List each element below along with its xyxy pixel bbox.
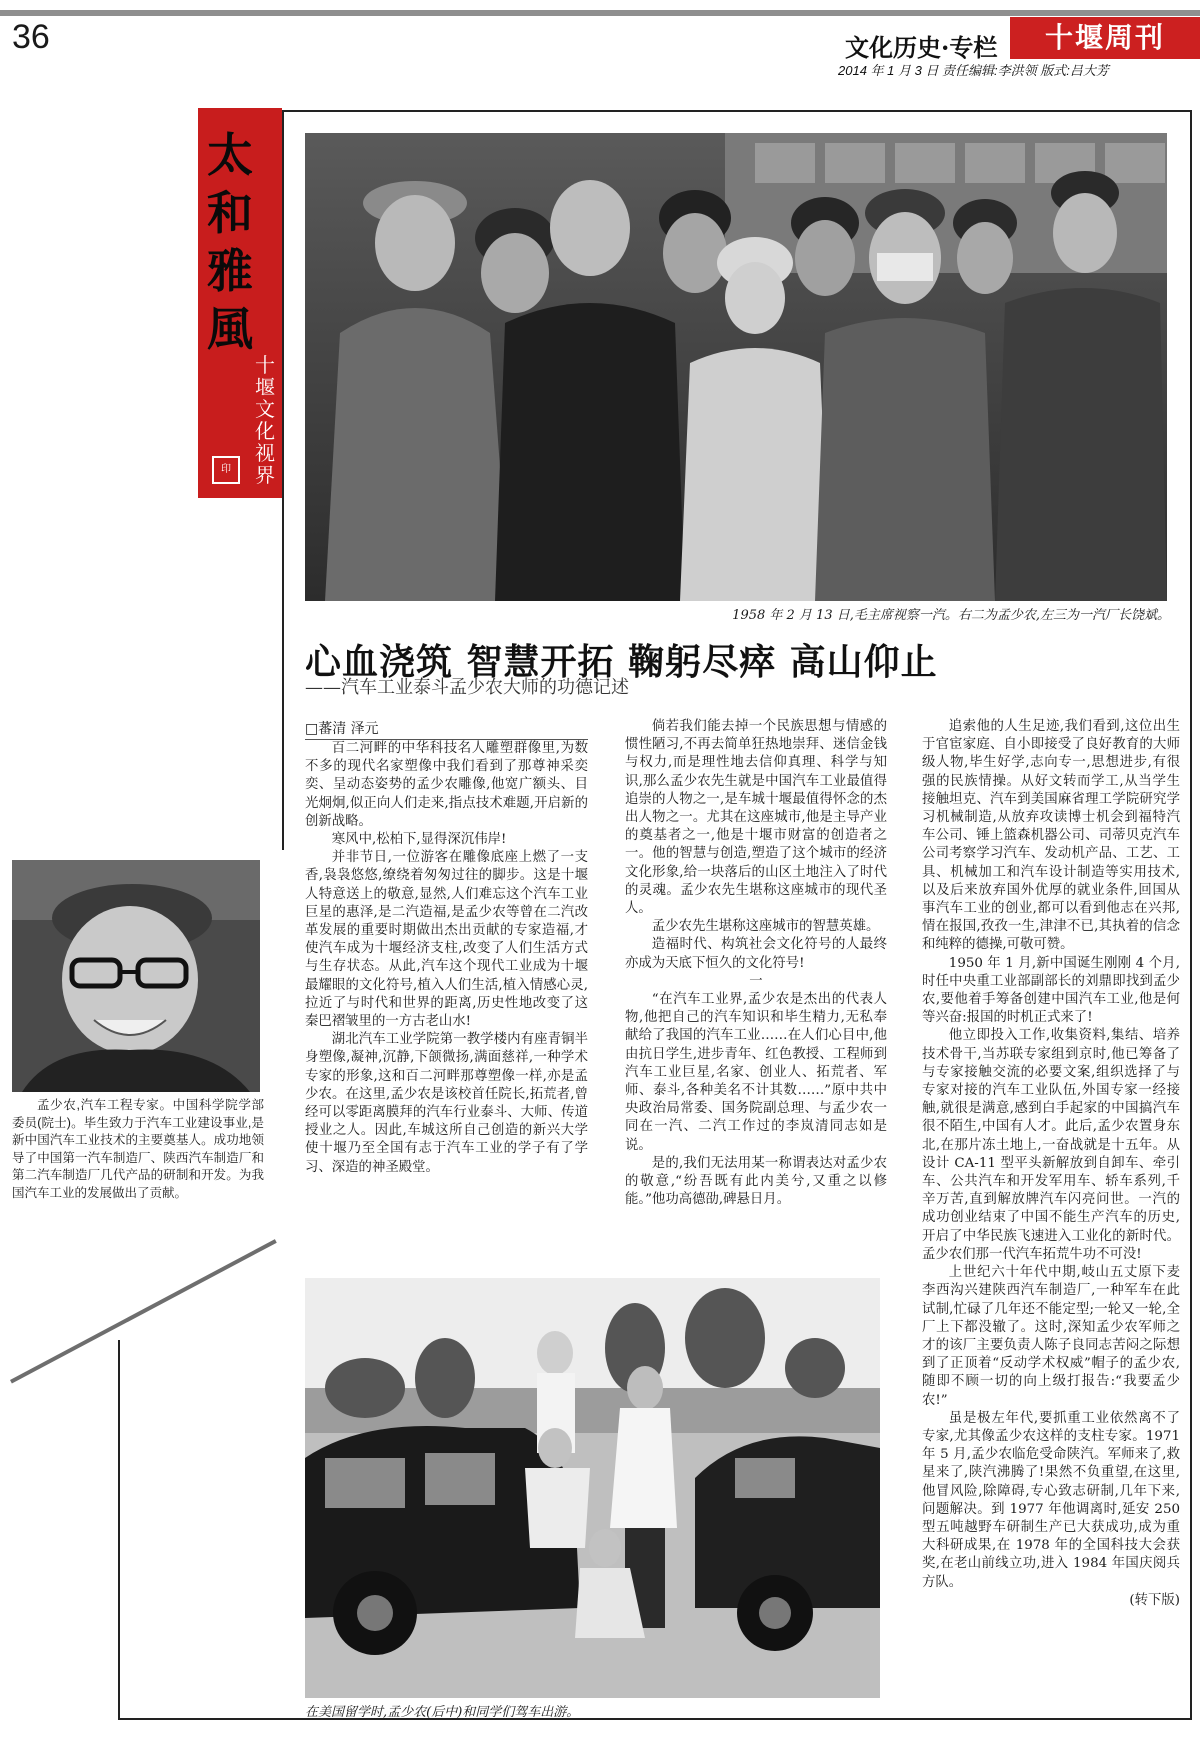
paragraph: 他立即投入工作,收集资料,集结、培养技术骨干,当苏联专家组到京时,他已筹备了与专家接触交流的必要文案,组织选择了与专家对接的汽车工业队伍,外国专家一经接触,就很是满意,感到白手起家的中国搞汽车很不陌生,中国有人才。此后,孟少农置身东北,在那片冻土地上,一奋战就是十五年。从设计 CA-11 型平头新解放到自卸车、牵引车、公共汽车和开发军用车、轿车系列,千辛万苦,直到解放牌汽车闪亮问世。一汽的成功创业结束了中国不能生产汽车的历史,开启了中华民族飞速进入工业化的新时代。孟少农们那一代汽车拓荒牛功不可没! bbox=[922, 1028, 1180, 1262]
page-number: 36 bbox=[12, 18, 50, 56]
continued-note: (转下版) bbox=[1129, 1592, 1180, 1608]
paragraph: 上世纪六十年代中期,岐山五丈原下麦李西沟兴建陕西汽车制造厂,一种军车在此试制,忙碌了几年还不能定型;一轮又一轮,全厂上下都没辙了。这时,深知孟少农军师之才的该厂主要负责人陈子良同志苦闷之际想到了正顶着“反动学术权威”帽子的孟少农,随即不顾一切的向上级打报告:“我要孟少农!” bbox=[922, 1265, 1180, 1408]
seal-icon: 印 bbox=[212, 456, 240, 484]
frame-left-rule bbox=[282, 110, 284, 850]
article-headline: 心血浇筑 智慧开拓 鞠躬尽瘁 高山仰止 bbox=[305, 641, 938, 683]
paragraph: 1950 年 1 月,新中国诞生刚刚 4 个月,时任中央重工业部副部长的刘鼎即找到孟少农,要他着手筹备创建中国汽车工业,他是何等兴奋:报国的时机正式来了! bbox=[922, 955, 1180, 1026]
frame-top-rule bbox=[282, 110, 1192, 112]
publication-title: 十堰周刊 bbox=[1010, 17, 1200, 59]
paragraph: 寒风中,松柏下,显得深沉伟岸! bbox=[331, 832, 507, 848]
section-label: 文化历史·专栏 bbox=[845, 33, 998, 62]
bio-text: 孟少农,汽车工程专家。中国科学院学部委员(院士)。毕生致力于汽车工业建设事业,是新中国汽车工业技术的主要奠基人。成功地领导了中国第一汽车制造厂、陕西汽车制造厂和第二汽车制造厂几代产品的研制和开发。为我国汽车工业的发展做出了贡献。 bbox=[12, 1098, 264, 1200]
paragraph: 并非节日,一位游客在雕像底座上燃了一支香,袅袅悠悠,缭绕着匆匆过往的脚步。这是十堰人特意送上的敬意,显然,人们难忘这个汽车工业巨星的惠泽,是二汽造福,是孟少农等曾在二汽改革发展的重要时期做出杰出贡献的专家造福,才使汽车成为十堰经济支柱,改变了人们生活方式与生存状态。从此,汽车这个现代工业成为十堰最耀眼的文化符号,植入人们生活,植入情感心灵,拉近了与时代和世界的距离,历史性地改变了这秦巴褶皱里的一方古老山水! bbox=[305, 850, 588, 1030]
paragraph: 追索他的人生足迹,我们看到,这位出生于官宦家庭、自小即接受了良好教育的大师级人物,毕生好学,志向专一,思想进步,有很强的民族情操。从好文转而学工,从当学生接触坦克、汽车到美国麻省理工学院研究学习机械制造,从放弃攻读博士机会到福特汽车公司、锤上篮森机器公司、司蒂贝克汽车公司考察学习汽车、发动机产品、工艺、工具、机械加工和汽车设计制造等实用技术,以及后来放弃国外优厚的就业条件,回国从事汽车工业的创业,都可以看到他志在兴邦,情在报国,孜孜一生,津津不已,其执着的信念和纯粹的德操,可敬可赞。 bbox=[922, 719, 1180, 953]
frame-bottom-rule bbox=[118, 1718, 1192, 1720]
main-photo-caption: 1958 年 2 月 13 日,毛主席视察一汽。右二为孟少农,左三为一汽厂长饶斌。 bbox=[732, 608, 1170, 623]
banner-subtitle: 十堰文化视界 bbox=[255, 353, 275, 487]
top-rule bbox=[0, 10, 1200, 16]
paragraph: 虽是极左年代,要抓重工业依然离不了专家,尤其像孟少农这样的支柱专家。1971 年 5 月,孟少农临危受命陕汽。军师来了,救星来了,陕汽沸腾了!果然不负重望,在这里,他冒风险,除障碍,专心致志研制,几年下来,问题解决。到 1977 年他调离时,延安 250 型五吨越野车研制生产已大获成功,成为重大科研成果,在 1978 年的全国科技大会获奖,在老山前线立功,进入 1984 年国庆阅兵方队。 bbox=[922, 1410, 1180, 1590]
portrait-bio bbox=[12, 1097, 264, 1202]
article-column-1 bbox=[305, 740, 588, 1177]
dateline: 2014 年 1 月 3 日 责任编辑:李洪领 版式:吕大芳 bbox=[838, 63, 1109, 78]
paragraph: “在汽车工业界,孟少农是杰出的代表人物,他把自己的汽车知识和毕生精力,无私奉献给了我国的汽车工业……在人们心目中,他由抗日学生,进步青年、红色教授、工程师到汽车工业巨星,名家、创业人、拓荒者、军师、泰斗,各种美名不计其数……”原中共中央政治局常委、国务院副总理、与孟少农一同在一汽、二汽工作过的李岚清同志如是说。 bbox=[625, 992, 887, 1153]
section-number: 一 bbox=[749, 973, 763, 989]
article-subheadline: ——汽车工业泰斗孟少农大师的功德记述 bbox=[305, 677, 629, 698]
article-column-3 bbox=[922, 718, 1180, 1610]
portrait-photo bbox=[12, 860, 260, 1092]
bottom-photo bbox=[305, 1278, 880, 1698]
diagonal-rule bbox=[10, 1239, 277, 1383]
banner-title: 太和雅風 bbox=[207, 128, 253, 356]
column-banner bbox=[198, 108, 282, 498]
article-column-2 bbox=[625, 718, 887, 1209]
bottom-photo-caption: 在美国留学时,孟少农(后中)和同学们驾车出游。 bbox=[305, 1705, 580, 1720]
paragraph: 百二河畔的中华科技名人雕塑群像里,为数不多的现代名家塑像中我们看到了那尊神采奕奕、呈动态姿势的孟少农雕像,他宽广额头、目光炯炯,似正向人们走来,指点技术难题,开启新的创新战略。 bbox=[305, 741, 588, 829]
main-photo bbox=[305, 133, 1167, 601]
paragraph: 造福时代、构筑社会文化符号的人最终亦成为天底下恒久的文化符号! bbox=[625, 937, 887, 971]
frame-left-lower-rule bbox=[118, 1340, 120, 1720]
paragraph: 倘若我们能去掉一个民族思想与情感的惯性陋习,不再去简单狂热地崇拜、迷信金钱与权力,而是理性地去信仰真理、科学与知识,那么孟少农先生就是中国汽车工业最值得追崇的人物之一,是车城十堰最值得怀念的杰出人物之一。尤其在这座城市,他是主导产业的奠基者之一,他是十堰市财富的创造者之一。他的智慧与创造,塑造了这个城市的经济文化形象,给一块落后的山区土地注入了时代的灵魂。孟少农先生堪称这座城市的现代圣人。 bbox=[625, 719, 887, 917]
byline: □蕃清 泽元 bbox=[305, 718, 588, 740]
paragraph: 孟少农先生堪称这座城市的智慧英雄。 bbox=[651, 919, 880, 935]
paragraph: 是的,我们无法用某一称谓表达对孟少农的敬意,“纷吾既有此内美兮,又重之以修能。”他功高德劭,碑悬日月。 bbox=[625, 1155, 887, 1208]
paragraph: 湖北汽车工业学院第一教学楼内有座青铜半身塑像,凝神,沉静,下颌微扬,满面慈祥,一种学术专家的形象,这和百二河畔那尊塑像一样,亦是孟少农。在这里,孟少农是该校首任院长,拓荒者,曾经可以零距离膜拜的汽车行业泰斗、大师、传道授业之人。因此,车城这所自己创造的新兴大学使十堰乃至全国有志于汽车工业的学子有了学习、深造的神圣殿堂。 bbox=[305, 1032, 588, 1175]
frame-right-rule bbox=[1190, 110, 1192, 1720]
